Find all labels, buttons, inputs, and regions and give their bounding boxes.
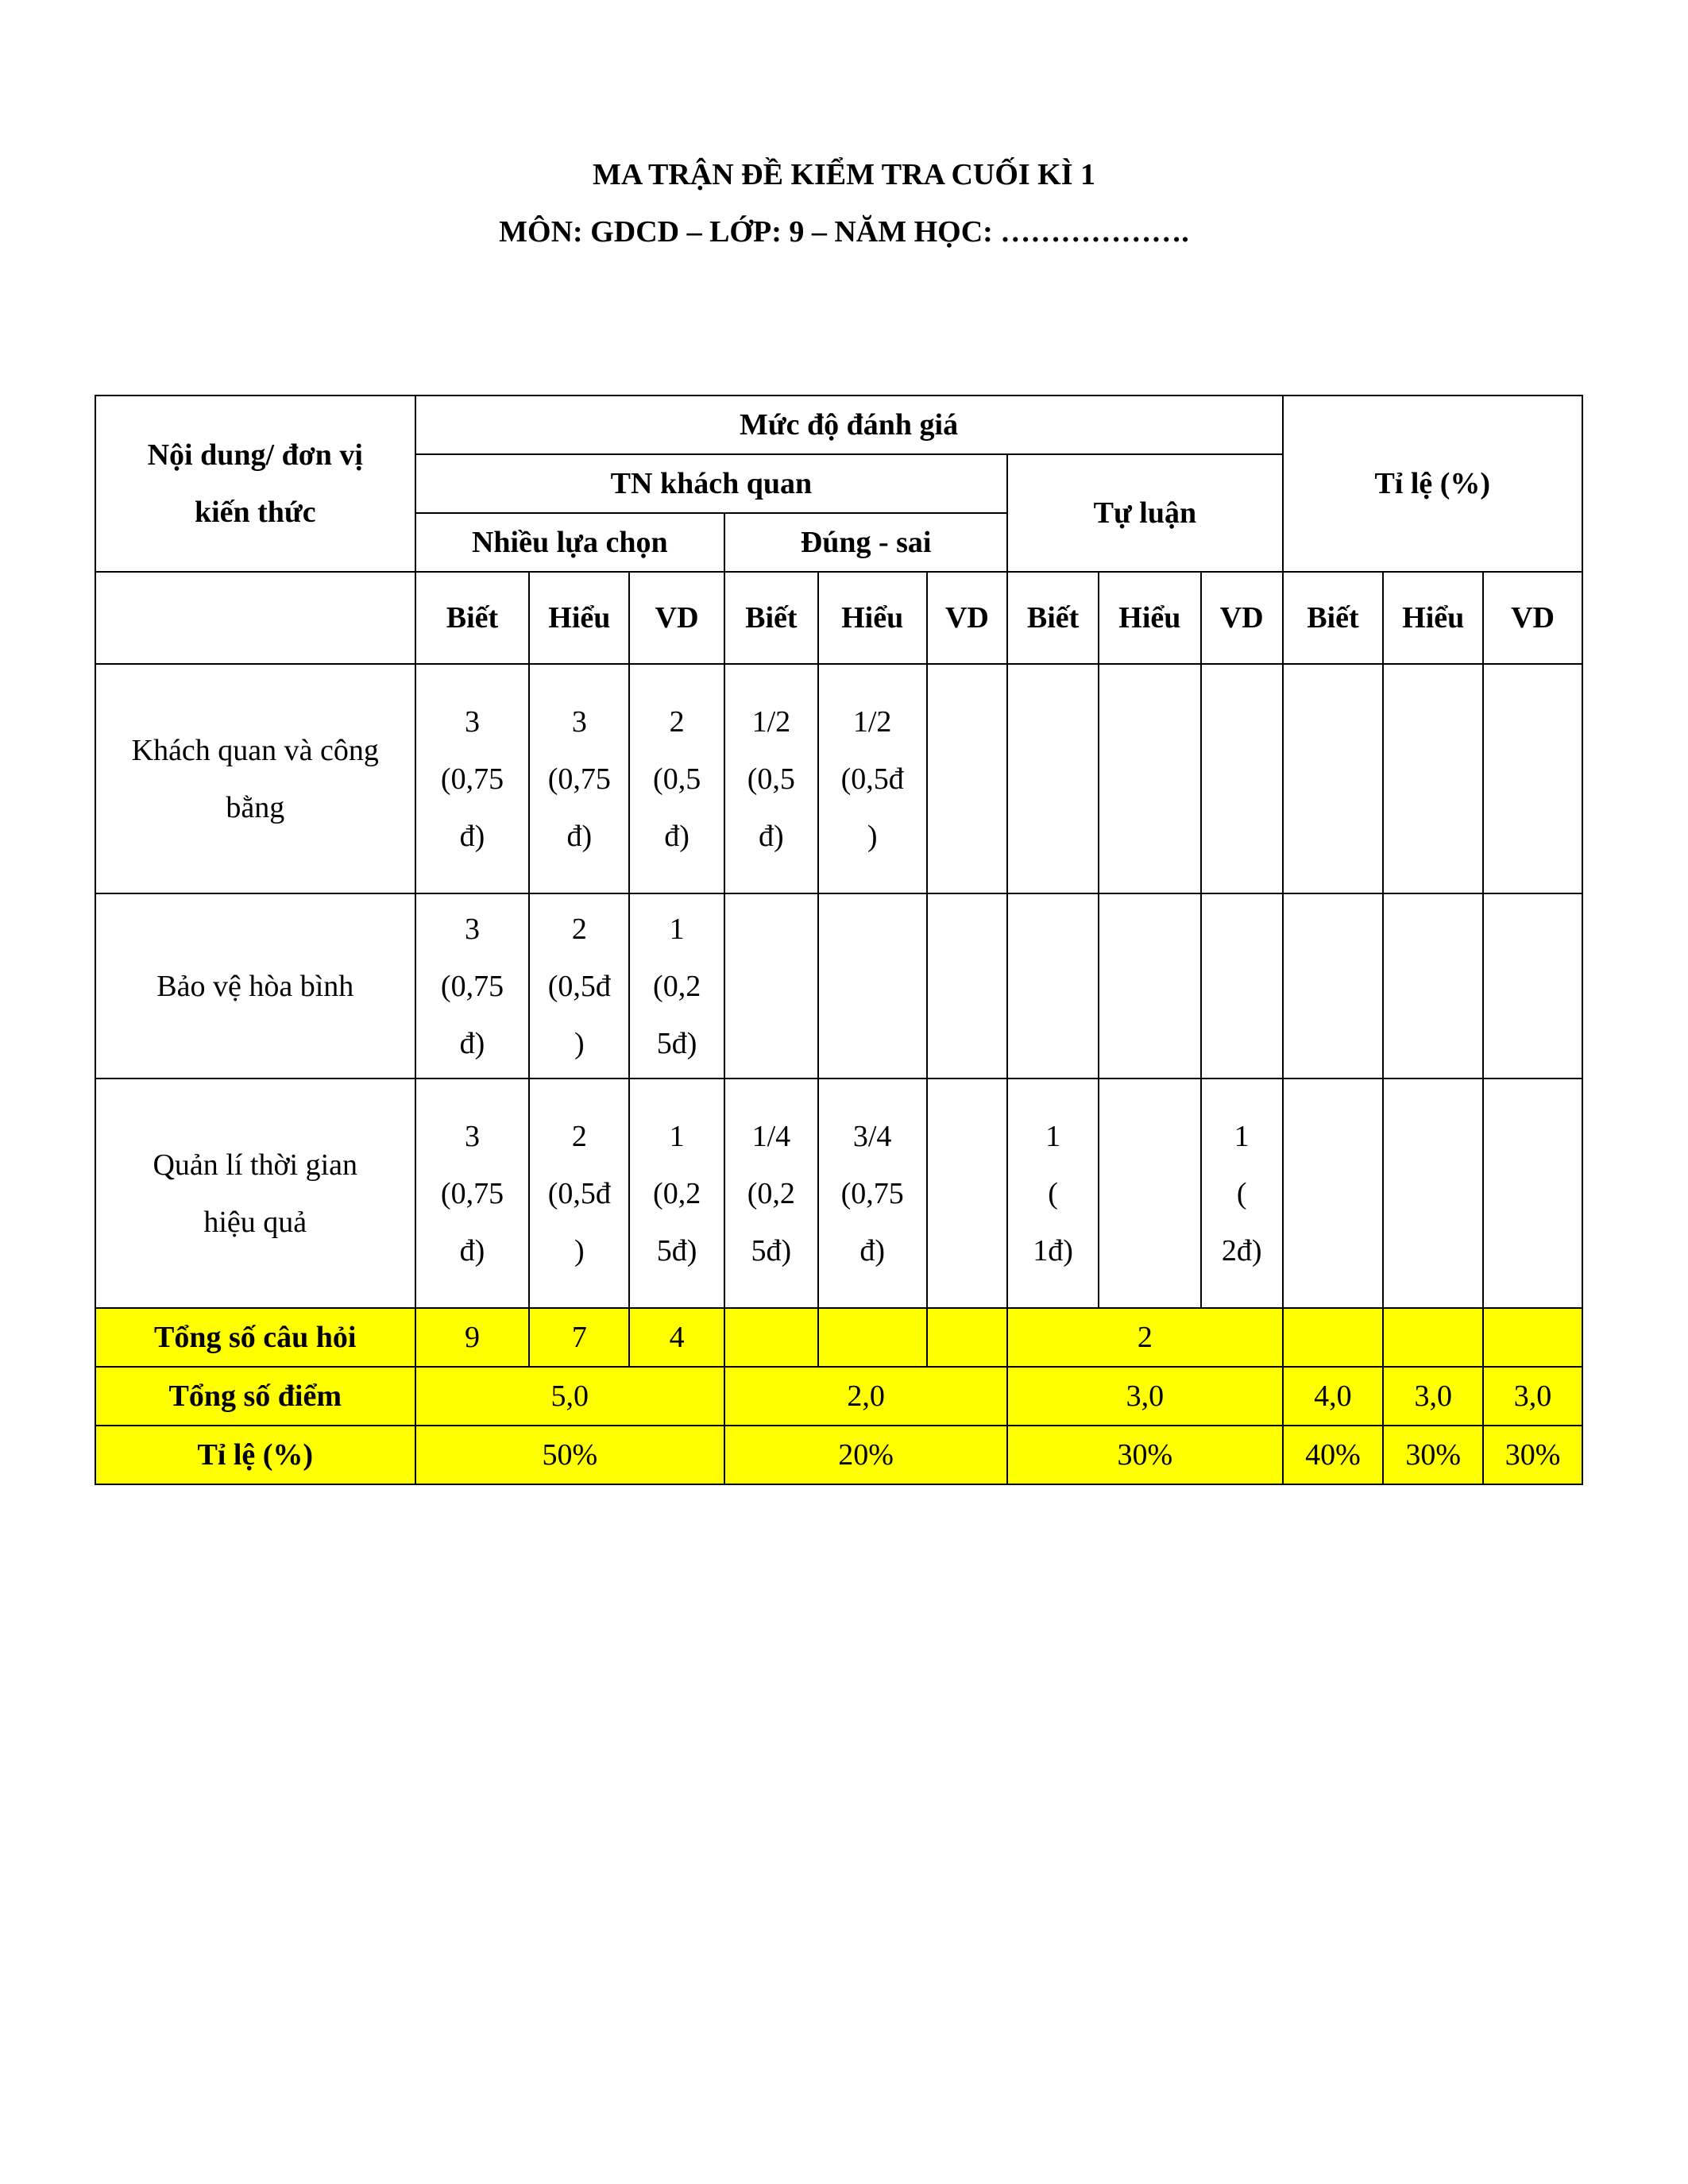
matrix-cell-line: 2đ) — [1221, 1233, 1262, 1268]
matrix-cell — [818, 893, 927, 1078]
total-points-hieu: 3,0 — [1383, 1367, 1483, 1426]
header-content-unit-line2: kiến thức — [194, 496, 316, 529]
total-questions-row — [95, 1308, 1582, 1367]
matrix-cell — [1099, 664, 1201, 893]
matrix-cell — [629, 1078, 724, 1308]
matrix-cell-line: 1 — [669, 912, 685, 946]
matrix-cell — [415, 664, 530, 893]
matrix-cell-line: 2 — [669, 704, 685, 739]
content-unit-label — [95, 893, 415, 1078]
matrix-cell — [1483, 893, 1582, 1078]
header-ratio: Tỉ lệ (%) — [1283, 396, 1582, 572]
matrix-cell-line: ( — [1236, 1176, 1247, 1210]
matrix-cell-line: 1 — [669, 1119, 685, 1153]
matrix-cell — [927, 1078, 1008, 1308]
level-vd: VD — [629, 572, 724, 664]
total-points-essay: 3,0 — [1007, 1367, 1282, 1426]
total-questions-cell — [724, 1308, 818, 1367]
total-ratio-true-false: 20% — [724, 1426, 1007, 1484]
total-questions-cell — [927, 1308, 1008, 1367]
matrix-cell — [1483, 1078, 1582, 1308]
level-hieu: Hiểu — [1099, 572, 1201, 664]
header-objective: TN khách quan — [415, 454, 1008, 513]
matrix-cell-line: (0,2 — [747, 1176, 795, 1210]
matrix-cell-line: (0,5đ — [840, 762, 904, 796]
matrix-cell-line: 1 — [1234, 1119, 1250, 1153]
total-ratio-vd: 30% — [1483, 1426, 1582, 1484]
content-unit-label — [95, 1078, 415, 1308]
content-unit-label-line: Bảo vệ hòa bình — [156, 969, 354, 1003]
matrix-cell — [724, 893, 818, 1078]
total-points-row — [95, 1367, 1582, 1426]
header-true-false: Đúng - sai — [724, 513, 1007, 572]
matrix-cell — [1201, 893, 1283, 1078]
matrix-cell-line: 5đ) — [656, 1026, 697, 1060]
total-questions-cell — [1283, 1308, 1384, 1367]
header-essay: Tự luận — [1007, 454, 1282, 572]
content-unit-label-line: Khách quan và công — [131, 733, 379, 767]
matrix-cell — [1383, 1078, 1483, 1308]
matrix-cell-line: (0,5đ — [547, 969, 611, 1003]
content-unit-label-line: Quản lí thời gian — [153, 1148, 358, 1182]
level-hieu: Hiểu — [529, 572, 629, 664]
total-questions-essay: 2 — [1007, 1308, 1282, 1367]
matrix-cell — [1483, 664, 1582, 893]
matrix-cell — [1099, 1078, 1201, 1308]
matrix-cell-line: 1/2 — [852, 704, 892, 739]
matrix-cell — [629, 664, 724, 893]
matrix-cell — [1007, 1078, 1099, 1308]
total-questions-cell — [1483, 1308, 1582, 1367]
matrix-cell-line: 3/4 — [852, 1119, 892, 1153]
matrix-cell — [1099, 893, 1201, 1078]
matrix-cell — [1007, 893, 1099, 1078]
matrix-cell-line: (0,75 — [440, 762, 504, 796]
matrix-cell — [927, 893, 1008, 1078]
document-subtitle: MÔN: GDCD – LỚP: 9 – NĂM HỌC: ………………. — [499, 215, 1189, 249]
matrix-cell — [724, 1078, 818, 1308]
matrix-cell-line: 1đ) — [1033, 1233, 1073, 1268]
level-vd: VD — [927, 572, 1008, 664]
content-unit-label-line: bằng — [226, 790, 285, 824]
matrix-cell-line: (0,5 — [747, 762, 795, 796]
matrix-cell — [724, 664, 818, 893]
table-row — [95, 664, 1582, 893]
table-row — [95, 1078, 1582, 1308]
matrix-cell-line: (0,2 — [653, 1176, 701, 1210]
content-unit-label-line: hiệu quả — [203, 1205, 307, 1239]
matrix-cell-line: 2 — [571, 912, 587, 946]
total-ratio-hieu: 30% — [1383, 1426, 1483, 1484]
assessment-matrix-table — [95, 395, 1583, 1485]
total-ratio-multiple-choice: 50% — [415, 1426, 724, 1484]
table-row — [95, 893, 1582, 1078]
matrix-cell — [1383, 664, 1483, 893]
matrix-cell-line: 3 — [465, 704, 480, 739]
matrix-cell-line: (0,2 — [653, 969, 701, 1003]
level-biet: Biết — [415, 572, 530, 664]
matrix-cell — [1201, 1078, 1283, 1308]
matrix-cell-line: (0,5 — [653, 762, 701, 796]
total-points-label: Tổng số điểm — [95, 1367, 415, 1426]
matrix-cell-line: đ) — [664, 819, 689, 853]
level-hieu: Hiểu — [818, 572, 927, 664]
content-rows — [95, 664, 1582, 1308]
total-questions-cell — [1383, 1308, 1483, 1367]
matrix-cell-line: 1/2 — [751, 704, 791, 739]
header-content-unit — [95, 396, 415, 572]
level-biet: Biết — [1007, 572, 1099, 664]
matrix-cell-line: đ) — [459, 1233, 485, 1268]
matrix-cell-line: đ) — [459, 1026, 485, 1060]
matrix-cell-line: 3 — [571, 704, 587, 739]
matrix-cell — [415, 893, 530, 1078]
matrix-cell-line: đ) — [566, 819, 593, 853]
content-unit-label — [95, 664, 415, 893]
matrix-cell-line: (0,75 — [440, 1176, 504, 1210]
matrix-cell-line: (0,75 — [840, 1176, 904, 1210]
matrix-cell-line: ) — [867, 819, 878, 853]
matrix-cell-line: (0,5đ — [547, 1176, 611, 1210]
matrix-cell-line: 3 — [465, 1119, 480, 1153]
total-questions-cell: 4 — [629, 1308, 724, 1367]
matrix-cell — [1007, 664, 1099, 893]
matrix-cell — [415, 1078, 530, 1308]
total-ratio-biet: 40% — [1283, 1426, 1384, 1484]
header-multiple-choice: Nhiều lựa chọn — [415, 513, 724, 572]
total-questions-cell: 9 — [415, 1308, 530, 1367]
matrix-cell — [629, 893, 724, 1078]
matrix-cell-line: 5đ) — [656, 1233, 697, 1268]
total-points-biet: 4,0 — [1283, 1367, 1384, 1426]
matrix-cell-line: 3 — [465, 912, 480, 946]
matrix-cell-line: ) — [574, 1026, 585, 1060]
matrix-cell-line: đ) — [859, 1233, 885, 1268]
document-title: MA TRẬN ĐỀ KIỂM TRA CUỐI KÌ 1 — [592, 158, 1096, 191]
matrix-cell-line: 2 — [571, 1119, 587, 1153]
matrix-cell-line: đ) — [759, 819, 784, 853]
matrix-cell-line: (0,75 — [440, 969, 504, 1003]
matrix-cell-line: (0,75 — [547, 762, 611, 796]
level-vd: VD — [1201, 572, 1283, 664]
total-ratio-essay: 30% — [1007, 1426, 1282, 1484]
matrix-cell — [1283, 893, 1384, 1078]
header-content-unit-line1: Nội dung/ đơn vị — [147, 438, 363, 472]
total-ratio-row — [95, 1426, 1582, 1484]
matrix-cell — [529, 1078, 629, 1308]
matrix-cell — [1383, 893, 1483, 1078]
total-points-multiple-choice: 5,0 — [415, 1367, 724, 1426]
matrix-cell-line: ( — [1048, 1176, 1058, 1210]
level-biet: Biết — [1283, 572, 1384, 664]
total-points-true-false: 2,0 — [724, 1367, 1007, 1426]
level-biet: Biết — [724, 572, 818, 664]
matrix-cell-line: ) — [574, 1233, 585, 1268]
matrix-cell — [818, 664, 927, 893]
level-hieu: Hiểu — [1383, 572, 1483, 664]
matrix-cell — [818, 1078, 927, 1308]
total-questions-label: Tổng số câu hỏi — [95, 1308, 415, 1367]
header-empty-cell — [95, 572, 415, 664]
matrix-cell-line: 1 — [1045, 1119, 1061, 1153]
matrix-cell — [529, 664, 629, 893]
matrix-cell — [1201, 664, 1283, 893]
level-vd: VD — [1483, 572, 1582, 664]
matrix-cell-line: 5đ) — [751, 1233, 792, 1268]
total-questions-cell — [818, 1308, 927, 1367]
matrix-cell — [1283, 664, 1384, 893]
total-ratio-label: Tỉ lệ (%) — [95, 1426, 415, 1484]
matrix-cell — [529, 893, 629, 1078]
total-points-vd: 3,0 — [1483, 1367, 1582, 1426]
total-questions-cell: 7 — [529, 1308, 629, 1367]
matrix-cell — [1283, 1078, 1384, 1308]
matrix-cell — [927, 664, 1008, 893]
matrix-cell-line: đ) — [459, 819, 485, 853]
matrix-cell-line: 1/4 — [751, 1119, 791, 1153]
header-assessment-level: Mức độ đánh giá — [415, 396, 1283, 454]
